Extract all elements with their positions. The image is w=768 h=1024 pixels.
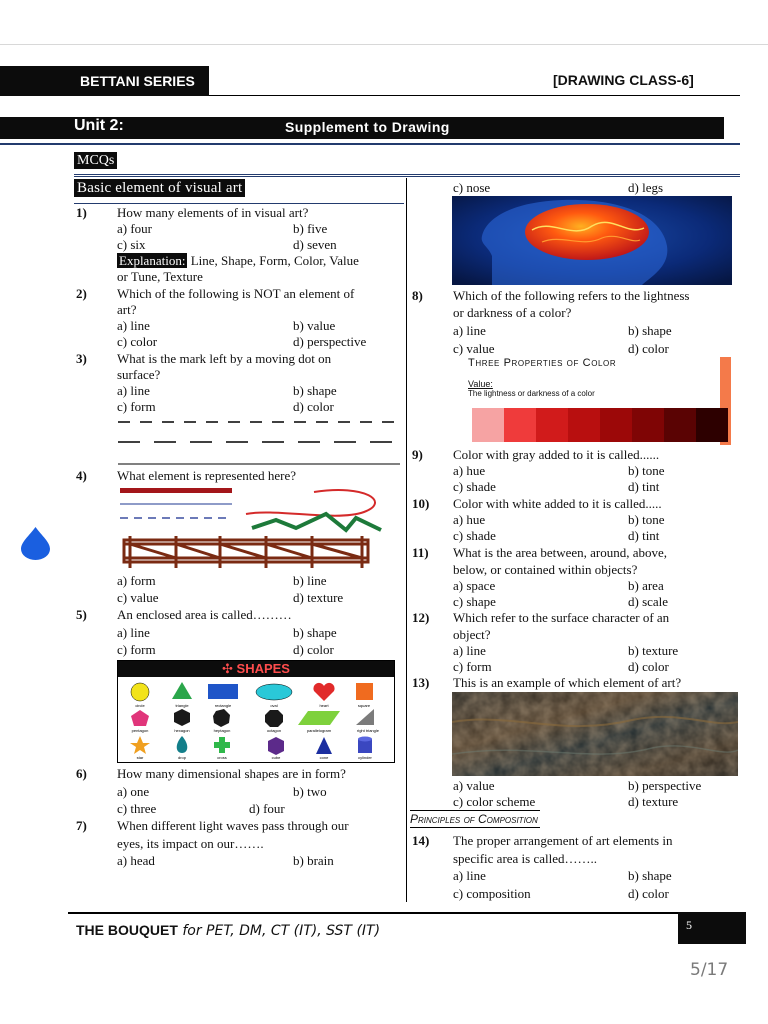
shape-label: hexagon [174,728,190,733]
option-b: b) shape [293,625,337,640]
option-c: c) form [453,659,492,674]
footer-rule [68,912,746,914]
question-text: What element is represented here? [117,468,297,483]
question-text: What is the mark left by a moving dot on [117,351,332,366]
value-swatch [664,408,696,442]
option-b: b) brain [293,853,334,868]
shape-label: triangle [175,703,189,708]
option-d: d) color [293,399,334,414]
option-a: a) line [117,318,150,333]
option-a: a) value [453,778,495,793]
shape-label: right triangle [356,728,380,733]
question-text-2: art? [117,302,137,317]
option-c: c) three [117,801,157,816]
question-number: 5) [76,607,87,622]
option-a: a) one [117,784,150,799]
question-number: 2) [76,286,87,301]
question-text: An enclosed area is called……… [117,607,292,622]
shape-label: cube [271,755,281,760]
shape-label: square [357,703,371,708]
shape-label: octagon [266,728,282,733]
footer-book: THE BOUQUET [76,922,178,938]
option-c: c) shape [453,594,496,609]
question-text-2: object? [453,627,491,642]
option-d: d) texture [628,794,679,809]
explanation-tag: Explanation: [119,253,186,268]
shape-label: heptagon [213,728,231,733]
question-number: 11) [412,545,429,560]
option-b: b) line [293,573,327,588]
explanation [117,253,359,269]
option-c: c) value [117,590,159,605]
option-b: b) area [628,578,664,593]
section-rule [74,203,404,204]
question-number: 6) [76,766,87,781]
class-label: [DRAWING CLASS-6] [553,72,694,88]
top-rule [0,44,768,45]
option-d: d) color [628,341,669,356]
option-c: c) nose [453,180,491,195]
option-d: d) color [293,642,334,657]
question-number: 13) [412,675,430,690]
option-d: d) perspective [293,334,367,349]
question-number: 14) [412,833,430,848]
value-swatch [568,408,600,442]
option-c: c) shade [453,528,496,543]
value-label: Value: [468,379,493,389]
option-a: a) head [117,853,155,868]
question-number: 8) [412,288,423,303]
question-text: Which of the following is NOT an element of [117,286,355,301]
unit-title: Unit 2: [74,117,124,134]
lines-illustration [116,484,396,574]
series-label: BETTANI SERIES [0,66,209,96]
shape-label: cross [217,755,227,760]
option-b: b) shape [293,383,337,398]
option-c: c) form [117,642,156,657]
option-d: d) legs [628,180,664,195]
dashed-lines-illustration [114,416,404,466]
question-text: Which of the following refers to the lightness [453,288,690,303]
option-b: b) perspective [628,778,702,793]
unit-rule [0,143,740,145]
explanation-text: Line, Shape, Form, Color, Value [187,253,359,268]
question-text: How many elements of in visual art? [117,205,309,220]
page-number: 5 [678,912,746,944]
shape-label: circle [135,703,145,708]
shape-label: cylinder [358,755,372,760]
option-a: a) line [117,383,150,398]
brain-image [452,196,732,285]
shapes-chart-title: ✣ SHAPES [118,661,394,677]
question-text: When different light waves pass through our [117,818,349,833]
header-rule [209,95,740,96]
option-d: d) tint [628,479,660,494]
option-a: a) hue [453,512,486,527]
option-a: a) form [117,573,156,588]
shapes-chart [117,660,395,763]
texture-image [452,692,738,776]
question-number: 7) [76,818,87,833]
option-b: b) tone [628,512,665,527]
option-a: a) hue [453,463,486,478]
question-number: 3) [76,351,87,366]
color-properties-title: Three Properties of Color [468,357,617,369]
option-d: d) texture [293,590,344,605]
option-d: d) color [628,886,669,901]
shape-label: drop [177,755,187,760]
option-c: c) form [117,399,156,414]
option-b: b) shape [628,868,672,883]
footer-for: for PET, DM, CT (IT), SST (IT) [177,923,381,939]
value-swatch [504,408,536,442]
option-c: c) six [117,237,146,252]
question-text-2: or darkness of a color? [453,305,572,320]
drop-marker-icon[interactable] [20,526,51,560]
shape-label: pentagon [131,728,149,733]
question-number: 12) [412,610,430,625]
shape-label: rectangle [214,703,232,708]
shapes-illustration [118,677,394,763]
footer-text [76,922,380,939]
option-b: b) texture [628,643,679,658]
question-text-2: specific area is called…….. [453,851,598,866]
question-text: The proper arrangement of art elements in [453,833,673,848]
mcq-rule [74,176,740,177]
value-swatch [600,408,632,442]
shape-label: oval [270,703,278,708]
option-d: d) scale [628,594,669,609]
section-title: Basic element of visual art [74,179,245,197]
mcq-rule [74,174,740,175]
option-d: d) seven [293,237,337,252]
mcq-tag: MCQs [74,152,117,169]
option-c: c) composition [453,886,531,901]
option-a: a) line [453,323,486,338]
option-d: d) tint [628,528,660,543]
option-a: a) four [117,221,153,236]
page-counter[interactable]: 5/17 [690,960,729,980]
option-c: c) value [453,341,495,356]
option-b: b) shape [628,323,672,338]
shape-label: star [136,755,144,760]
question-text: How many dimensional shapes are in form? [117,766,346,781]
column-divider [406,178,407,902]
value-swatch [472,408,504,442]
question-text-2: eyes, its impact on our……. [117,836,264,851]
option-c: c) color scheme [453,794,536,809]
question-text: This is an example of which element of art? [453,675,682,690]
option-b: b) tone [628,463,665,478]
question-number: 9) [412,447,423,462]
unit-bar [0,117,724,139]
question-number: 10) [412,496,430,511]
value-swatch [696,408,728,442]
option-c: c) color [117,334,158,349]
option-a: a) line [453,643,486,658]
option-b: b) two [293,784,327,799]
shape-label: parallelogram [306,728,332,733]
question-text: What is the area between, around, above, [453,545,668,560]
value-description: The lightness or darkness of a color [468,389,595,398]
question-text-2: below, or contained within objects? [453,562,638,577]
option-a: a) space [453,578,496,593]
option-d: d) color [628,659,669,674]
question-text: Which refer to the surface character of an [453,610,670,625]
shape-label: heart [319,703,329,708]
option-a: a) line [117,625,150,640]
question-text: Color with white added to it is called..... [453,496,662,511]
option-b: b) value [293,318,336,333]
question-text-2: surface? [117,367,161,382]
option-a: a) line [453,868,486,883]
value-swatch [536,408,568,442]
question-text: Color with gray added to it is called...... [453,447,660,462]
explanation-text-2: or Tune, Texture [117,269,203,284]
option-d: d) four [249,801,285,816]
option-c: c) shade [453,479,496,494]
unit-subtitle: Supplement to Drawing [285,119,450,135]
shape-label: cone [319,755,329,760]
question-number: 1) [76,205,87,220]
question-number: 4) [76,468,87,483]
principles-heading: Principles of Composition [410,812,538,826]
value-swatch [632,408,664,442]
option-b: b) five [293,221,328,236]
